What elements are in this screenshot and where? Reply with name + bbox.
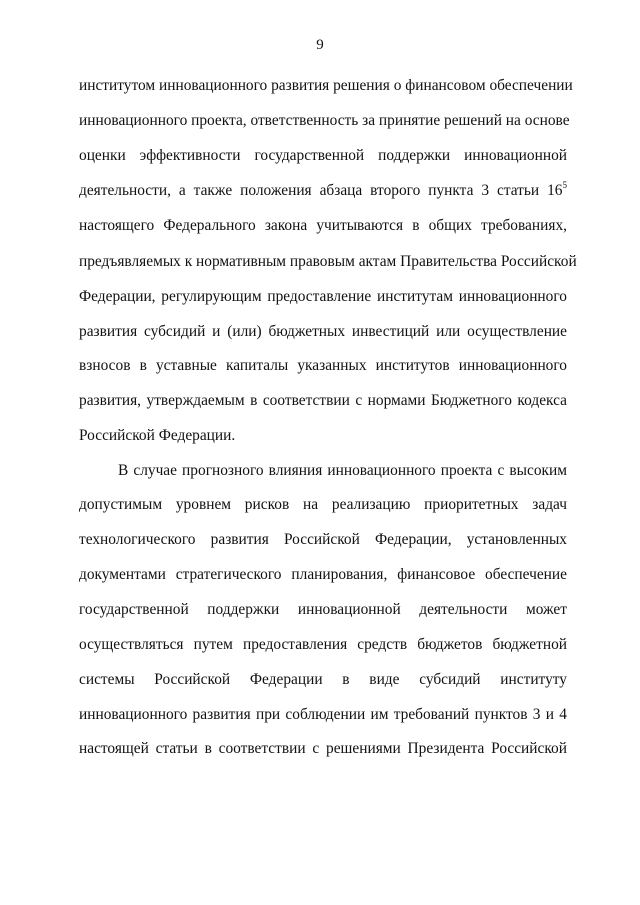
text-line-with-superscript — [79, 181, 567, 201]
text-line: документами стратегического планирования, финансовое обеспечение — [79, 566, 567, 583]
text-line: настоящей статьи в соответствии с решениями Президента Российской — [79, 740, 567, 757]
text-line: Российской Федерации. — [79, 427, 236, 444]
text-line: системы Российской Федерации в виде субсидий институту — [79, 671, 567, 688]
text-line: настоящего Федерального закона учитываются в общих требованиях, — [79, 217, 567, 234]
text-line: технологического развития Российской Федерации, установленных — [79, 531, 567, 548]
text-line: взносов в уставные капиталы указанных институтов инновационного — [79, 357, 567, 374]
text-line: допустимым уровнем рисков на реализацию приоритетных задач — [79, 496, 567, 513]
text-line: В случае прогнозного влияния инновационного проекта с высоким — [118, 462, 567, 479]
text-line: оценки эффективности государственной поддержки инновационной — [79, 147, 567, 164]
text-line: развития субсидий и (или) бюджетных инвестиций или осуществление — [79, 323, 567, 340]
page-number: 9 — [316, 37, 324, 53]
text-line: Федерации, регулирующим предоставление институтам инновационного — [79, 288, 567, 305]
text-line: инновационного развития при соблюдении им требований пунктов 3 и 4 — [79, 706, 567, 723]
text-line: развития, утверждаемым в соответствии с нормами Бюджетного кодекса — [79, 392, 567, 409]
text-line: институтом инновационного развития решения о финансовом обеспечении — [79, 77, 573, 94]
text-line: осуществляться путем предоставления средств бюджетов бюджетной — [79, 636, 567, 653]
text-line: предъявляемых к нормативным правовым актам Правительства Российской — [79, 253, 577, 270]
text-line: государственной поддержки инновационной деятельности может — [79, 601, 567, 618]
superscript: 5 — [562, 180, 567, 190]
text-line: инновационного проекта, ответственность за принятие решений на основе — [79, 112, 570, 129]
text-line-main: деятельности, а также положения абзаца второго пункта 3 статьи 16 — [79, 182, 563, 199]
